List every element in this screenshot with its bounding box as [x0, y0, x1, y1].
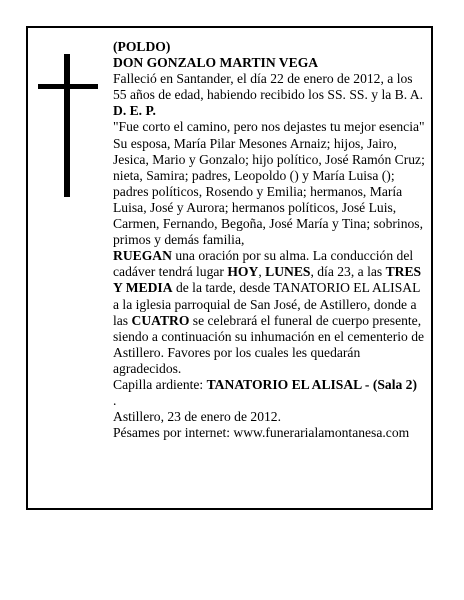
- rip-line: D. E. P.: [113, 103, 156, 119]
- deceased-name: DON GONZALO MARTIN VEGA: [113, 55, 319, 71]
- death-details: Falleció en Santander, el día 22 de enero de 2012, a los 55 años de edad, habiendo recibido los SS. SS. y la B. A.: [113, 71, 423, 103]
- chapel-line: Capilla ardiente: TANATORIO EL ALISAL - (Sala 2) .: [113, 376, 418, 409]
- funeral-details: RUEGAN una oración por su alma. La conducción del cadáver tendrá lugar HOY, LUNES, día 23, a las TRES Y MEDIA de la tarde, desde TANATORIO EL ALISAL a la iglesia parroquial de San José, de Astillero, donde a las CUATRO se celebrará el funeral de cuerpo presente, siendo a continuación su inhumación en el cementerio de Astillero. Favores por los cuales les quedarán agradecidos.: [113, 248, 425, 376]
- ruegan-word: RUEGAN: [113, 248, 172, 264]
- cross-icon-bar: [38, 84, 98, 89]
- place-date: Astillero, 23 de enero de 2012.: [113, 409, 281, 425]
- cross-icon: [64, 54, 70, 197]
- quote: "Fue corto el camino, pero nos dejastes tu mejor esencia": [113, 119, 425, 135]
- nickname: (POLDO): [113, 39, 171, 54]
- obituary-text: [113, 39, 425, 441]
- chapel-place: TANATORIO EL ALISAL - (Sala 2): [206, 376, 418, 392]
- family-list: Su esposa, María Pilar Mesones Arnaiz; hijos, Jairo, Jesica, Mario y Gonzalo; hijo político, José Ramón Cruz; nieta, Samira; padres, Leopoldo () y María Luisa (); padres políticos, Rosendo y Emilia; hermanos, María Luisa, José y Aurora; hermanos políticos, José Luis, Carmen, Fernando, Begoña, José María y Tina; sobrinos, primos y demás familia,: [113, 135, 425, 248]
- condolences-line: Pésames por internet: www.funerarialamontanesa.com: [113, 425, 410, 441]
